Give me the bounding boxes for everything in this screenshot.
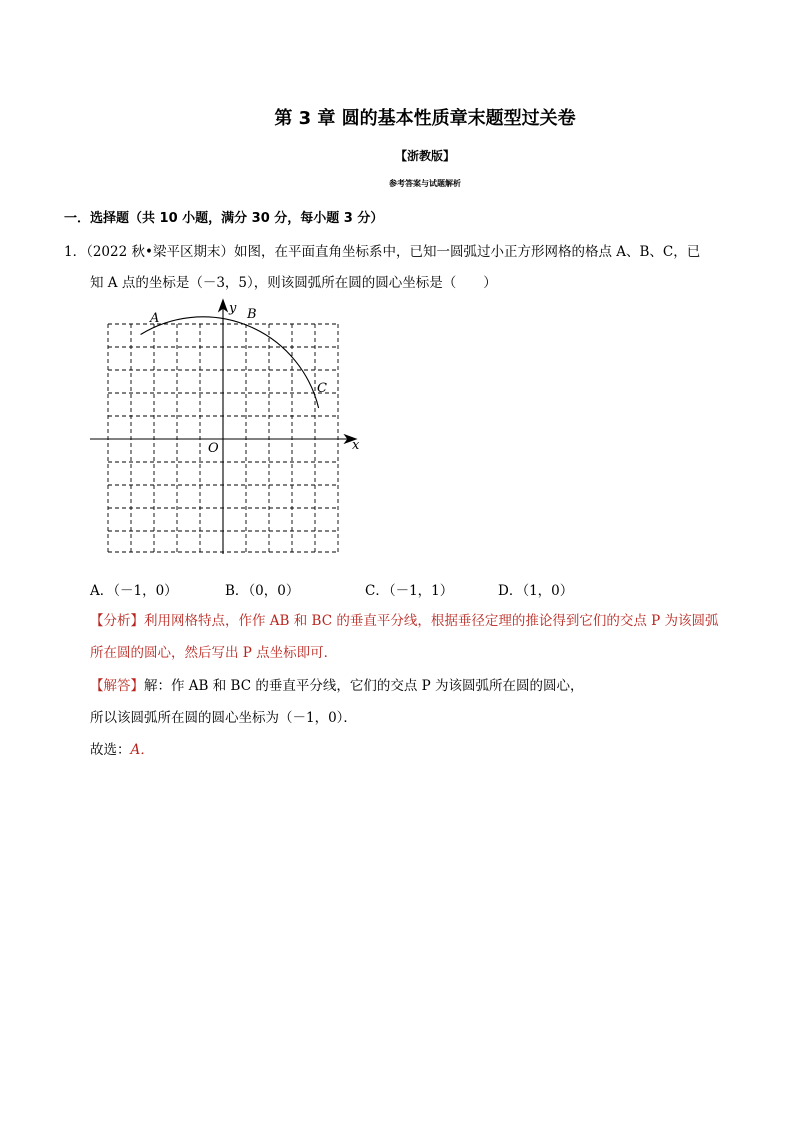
coordinate-grid-figure bbox=[86, 296, 376, 558]
section-heading: 一．选择题（共 10 小题，满分 30 分，每小题 3 分） bbox=[64, 211, 384, 226]
axes bbox=[90, 300, 356, 554]
analysis-line-1 bbox=[90, 609, 719, 629]
answer-text-1: 解：作 AB 和 BC 的垂直平分线，它们的交点 P 为该圆弧所在圆的圆心， bbox=[144, 678, 584, 694]
option-c[interactable] bbox=[365, 579, 453, 599]
question-text-2: 知 A 点的坐标是（－3，5），则该圆弧所在圆的圆心坐标是（ ） bbox=[90, 275, 497, 291]
page-title: 第 3 章 圆的基本性质章末题型过关卷 bbox=[274, 108, 576, 129]
answer-tag: 【解答】 bbox=[90, 678, 144, 694]
option-b-letter: B． bbox=[225, 583, 249, 599]
analysis-text-2: 所在圆的圆心，然后写出 P 点坐标即可． bbox=[90, 645, 338, 661]
y-axis-label: y bbox=[229, 301, 237, 316]
edition-label: 【浙教版】 bbox=[394, 149, 455, 163]
origin-label: O bbox=[208, 441, 219, 456]
x-axis-label: x bbox=[352, 438, 360, 453]
choice-value: A． bbox=[130, 742, 154, 758]
question-text-1: （2022 秋•梁平区期末）如图，在平面直角坐标系中，已知一圆弧过小正方形网格的格点 A、B、C，已 bbox=[86, 244, 701, 260]
option-d[interactable] bbox=[498, 579, 573, 599]
point-label-a: A bbox=[150, 311, 160, 326]
question-number: 1． bbox=[64, 244, 87, 260]
option-b-text: （0，0） bbox=[248, 583, 300, 599]
option-c-letter: C． bbox=[365, 583, 389, 599]
answer-line-1 bbox=[90, 674, 584, 694]
subheading: 参考答案与试题解析 bbox=[389, 179, 461, 188]
option-c-text: （－1，1） bbox=[388, 583, 454, 599]
question-line-1 bbox=[64, 240, 700, 260]
point-label-c: C bbox=[317, 381, 327, 396]
option-a-text: （－1，0） bbox=[113, 583, 178, 599]
option-d-text: （1，0） bbox=[522, 583, 574, 599]
analysis-text-1: 利用网格特点，作作 AB 和 BC 的垂直平分线，根据垂径定理的推论得到它们的交点 P 为该圆弧 bbox=[144, 613, 719, 629]
option-a[interactable] bbox=[90, 579, 178, 599]
final-choice-line bbox=[90, 738, 154, 758]
answer-text-2: 所以该圆弧所在圆的圆心坐标为（－1，0）． bbox=[90, 710, 357, 726]
choice-prefix: 故选： bbox=[90, 742, 131, 758]
analysis-tag: 【分析】 bbox=[90, 613, 144, 629]
option-d-letter: D． bbox=[498, 583, 523, 599]
option-a-letter: A． bbox=[90, 583, 114, 599]
point-label-b: B bbox=[247, 307, 257, 322]
option-b[interactable] bbox=[225, 579, 299, 599]
